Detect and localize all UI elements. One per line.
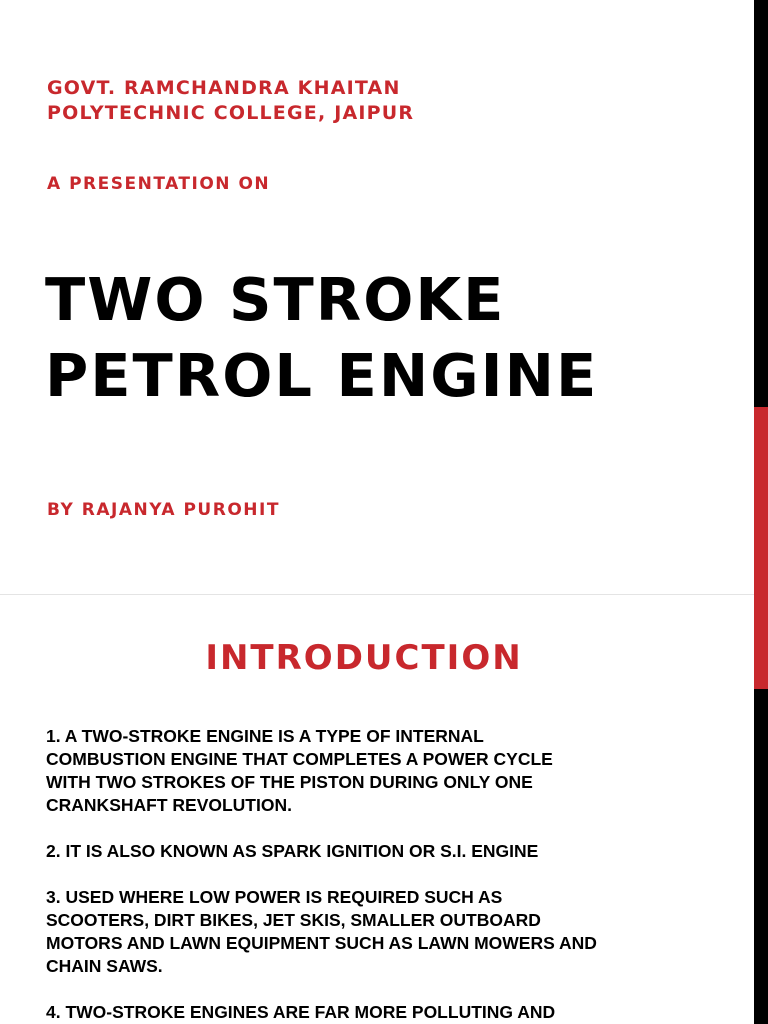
point-line: 4. TWO-STROKE ENGINES ARE FAR MORE POLLUTING AND (46, 1002, 556, 1022)
title-line: PETROL ENGINE (45, 341, 599, 410)
point-line: SCOOTERS, DIRT BIKES, JET SKIS, SMALLER OUTBOARD (46, 910, 541, 930)
list-item (46, 840, 746, 863)
slide-divider (0, 594, 754, 595)
presentation-title (45, 262, 598, 414)
college-name-line: POLYTECHNIC COLLEGE, JAIPUR (47, 102, 415, 124)
point-line: 3. USED WHERE LOW POWER IS REQUIRED SUCH AS (46, 887, 503, 907)
list-item (46, 1001, 746, 1024)
list-item (46, 886, 746, 978)
point-line: COMBUSTION ENGINE THAT COMPLETES A POWER CYCLE (46, 749, 553, 769)
point-line: CRANKSHAFT REVOLUTION. (46, 795, 292, 815)
title-line: TWO STROKE (45, 265, 506, 334)
college-name (47, 76, 414, 126)
college-name-line: GOVT. RAMCHANDRA KHAITAN (47, 77, 401, 99)
point-line: WITH TWO STROKES OF THE PISTON DURING ONLY ONE (46, 772, 533, 792)
point-line: CHAIN SAWS. (46, 956, 163, 976)
point-line: MOTORS AND LAWN EQUIPMENT SUCH AS LAWN MOWERS AND (46, 933, 597, 953)
right-edge-accent (754, 407, 768, 689)
presentation-kicker: A PRESENTATION ON (47, 174, 271, 194)
author-byline: BY RAJANYA PUROHIT (47, 500, 280, 520)
point-line: 1. A TWO-STROKE ENGINE IS A TYPE OF INTERNAL (46, 726, 484, 746)
introduction-heading: INTRODUCTION (205, 638, 523, 678)
introduction-points (46, 725, 746, 1024)
point-line: 2. IT IS ALSO KNOWN AS SPARK IGNITION OR S.I. ENGINE (46, 841, 539, 861)
list-item (46, 725, 746, 817)
